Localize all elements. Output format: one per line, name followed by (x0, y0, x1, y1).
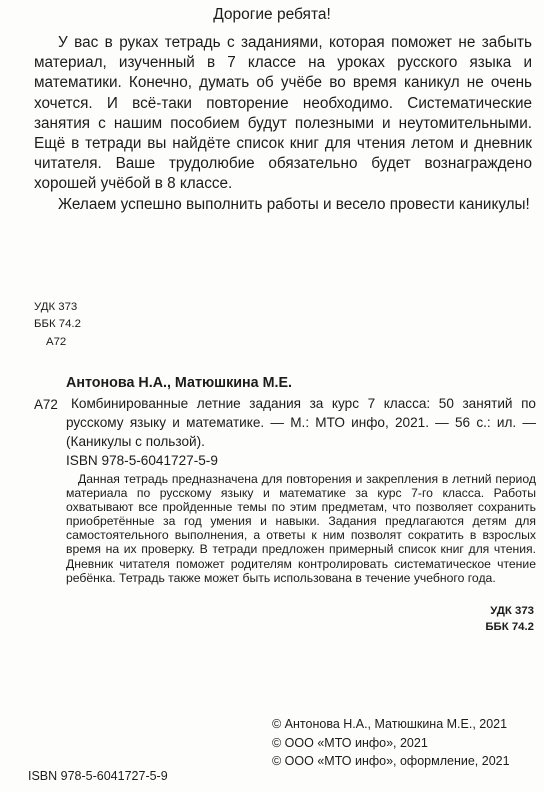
udk-code: УДК 373 (34, 301, 78, 313)
record-isbn: ISBN 978-5-6041727-5-9 (66, 453, 218, 468)
copyright-line: © ООО «МТО инфо», 2021 (272, 736, 428, 750)
copyright-line: © ООО «МТО инфо», оформление, 2021 (272, 754, 510, 768)
bbk-code: ББК 74.2 (34, 318, 81, 330)
copyright-line: © Антонова Н.А., Матюшкина М.Е., 2021 (272, 717, 508, 731)
record-code: А72 (34, 397, 58, 412)
annotation-text: Данная тетрадь предназначена для повторения и закрепления в летний период материала по русскому языку и математике за курс 7-го класса. Работы охватывают все пройденные темы по этим предметам, что позволяет сохранить приобретённые за год умения и навыки. Задания предлагаются детям для самостоятельного выполнения, а ответы к ним позволят сократить в взрослых время на их проверку. В тетради предложен примерный список книг для чтения. Дневник читателя поможет родителям контролировать систематическое чтение ребёнка. Тетрадь также может быть использована в течение учебного года. (66, 472, 536, 585)
record-authors: Антонова Н.А., Матюшкина М.Е. (66, 375, 292, 391)
description-text: Комбинированные летние задания за курс 7 класса: 50 занятий по русскому языку и математике. — М.: МТО инфо, 2021. — 56 с.: ил. — (Каникулы с пользой). (66, 396, 536, 449)
intro-text (34, 33, 532, 215)
record-udk: УДК 373 (490, 605, 534, 617)
bibliographic-description (66, 394, 536, 451)
footer-isbn: ISBN 978-5-6041727-5-9 (28, 769, 168, 783)
record-bbk: ББК 74.2 (485, 621, 534, 633)
greeting-title: Дорогие ребята! (213, 6, 331, 23)
author-sign-code: А72 (46, 336, 67, 348)
intro-paragraph: У вас в руках тетрадь с заданиями, которая поможет не забыть материал, изученный в 7 классе на уроках русского языка и математики. Конечно, думать об учёбе во время каникул не очень хочется. И всё-таки повторение необходимо. Систематические занятия с нашим пособием будут полезными и неутомительными. Ещё в тетради вы найдёте список книг для чтения летом и дневник читателя. Ваше трудолюбие обязательно будет вознаграждено хорошей учёбой в 8 классе. (34, 34, 532, 193)
annotation (66, 472, 536, 585)
intro-wish-paragraph: Желаем успешно выполнить работы и весело провести каникулы! (58, 195, 530, 213)
